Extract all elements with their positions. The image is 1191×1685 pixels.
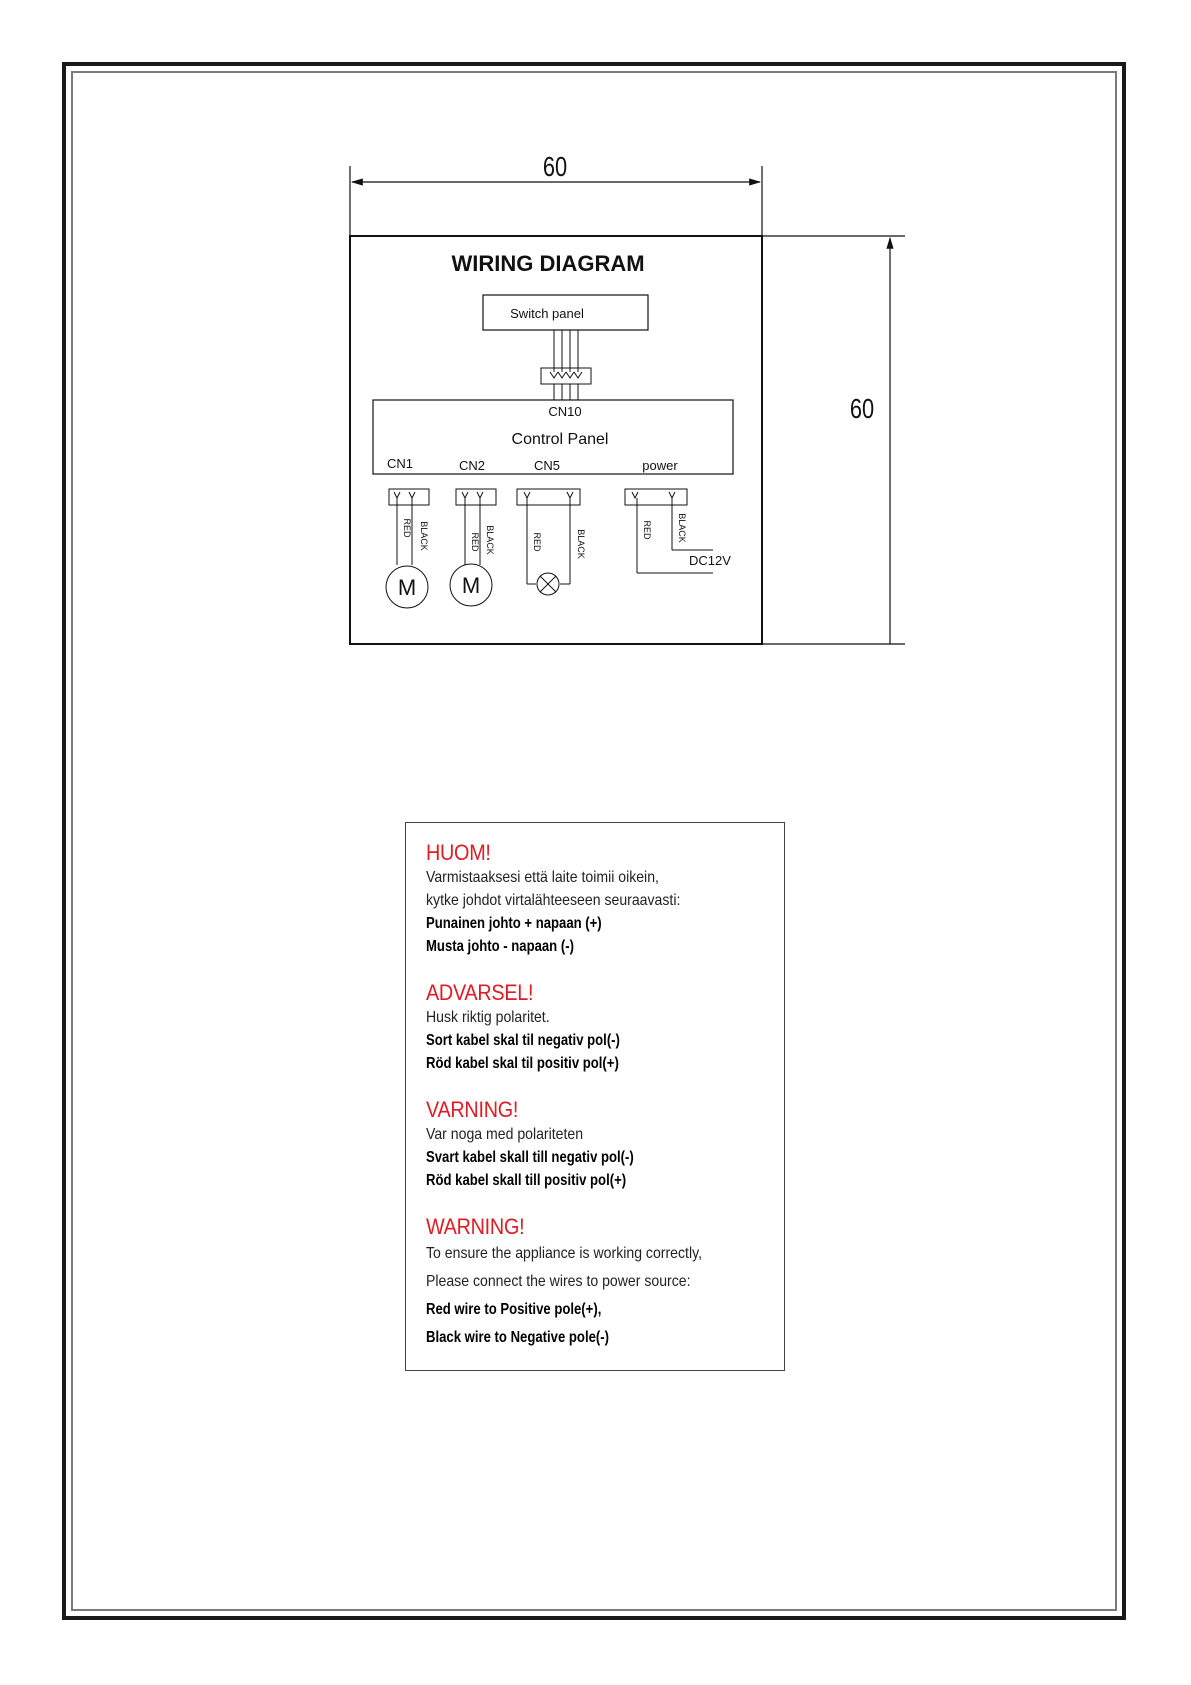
- notice-line: To ensure the appliance is working correctly,: [426, 1245, 703, 1262]
- notice-line: Red wire to Positive pole(+),: [426, 1301, 602, 1318]
- height-dimension-label: 60: [849, 393, 875, 425]
- connector-wiring: [386, 489, 713, 608]
- notice-line: Black wire to Negative pole(-): [426, 1329, 610, 1346]
- notice-line: Musta johto - napaan (-): [426, 938, 574, 955]
- notice-line: Husk riktig polaritet.: [426, 1009, 550, 1026]
- switch-ribbon: [541, 330, 591, 400]
- power-red-label: RED: [642, 520, 652, 540]
- cn2-label: CN2: [458, 458, 486, 473]
- control-panel-label: Control Panel: [511, 431, 609, 448]
- power-black-label: BLACK: [677, 513, 687, 543]
- notice-warning: [426, 1213, 784, 1352]
- notice-line: Sort kabel skal til negativ pol(-): [426, 1032, 620, 1049]
- notice-line: Var noga med polariteten: [426, 1126, 584, 1143]
- notice-heading: ADVARSEL!: [426, 980, 534, 1005]
- notice-line: Punainen johto + napaan (+): [426, 915, 602, 932]
- power-label: power: [642, 458, 678, 473]
- notice-line: Please connect the wires to power source:: [426, 1273, 691, 1290]
- cn5-red-label: RED: [532, 532, 542, 552]
- cn1-label: CN1: [386, 456, 414, 471]
- width-dimension-label: 60: [542, 151, 568, 183]
- notice-line: Röd kabel skall till positiv pol(+): [426, 1172, 627, 1189]
- height-dimension: [762, 236, 905, 644]
- notice-heading: VARNING!: [426, 1097, 519, 1122]
- diagram-title: WIRING DIAGRAM: [451, 251, 645, 276]
- cn5-label: CN5: [533, 458, 561, 473]
- motor-2-symbol: M: [461, 573, 481, 598]
- notice-line: kytke johdot virtalähteeseen seuraavasti:: [426, 892, 681, 909]
- cn1-black-label: BLACK: [419, 521, 429, 551]
- cn5-black-label: BLACK: [576, 529, 586, 559]
- notice-huom: [426, 839, 784, 958]
- notice-varning: [426, 1096, 784, 1192]
- notice-line: Röd kabel skal til positiv pol(+): [426, 1055, 619, 1072]
- motor-1-symbol: M: [397, 575, 417, 600]
- cn2-red-label: RED: [470, 532, 480, 552]
- switch-panel-label: Switch panel: [510, 306, 584, 321]
- notice-line: Varmistaaksesi että laite toimii oikein,: [426, 869, 659, 886]
- notice-advarsel: [426, 979, 784, 1075]
- dc12v-label: DC12V: [689, 553, 731, 568]
- cn1-red-label: RED: [402, 518, 412, 538]
- notice-heading: HUOM!: [426, 840, 491, 865]
- cn2-black-label: BLACK: [485, 525, 495, 555]
- warning-card: [405, 822, 785, 1371]
- cn10-label: CN10: [548, 404, 582, 419]
- notice-heading: WARNING!: [426, 1214, 525, 1239]
- notice-line: Svart kabel skall till negativ pol(-): [426, 1149, 634, 1166]
